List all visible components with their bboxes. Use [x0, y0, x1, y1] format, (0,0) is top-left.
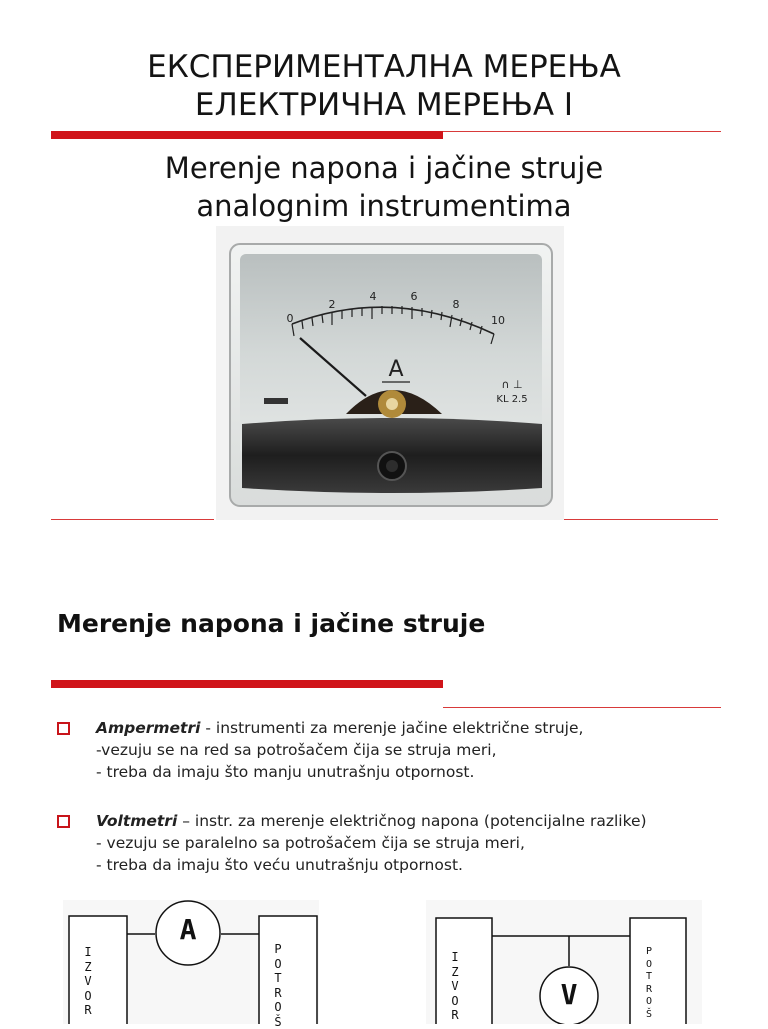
slide-subtitle-line2: analognim instrumentima — [196, 189, 572, 223]
title-underline-rule — [443, 131, 721, 132]
bullet-term: Voltmetri — [96, 812, 178, 830]
scale-label-8: 8 — [452, 298, 460, 311]
meter-class-mark: KL 2.5 — [496, 394, 528, 405]
bullet-ampermetri — [96, 717, 583, 739]
bullet-text: - instrumenti za merenje jačine električne struje, — [200, 719, 584, 737]
bullet-marker — [57, 815, 70, 828]
load-label: P O T R O Š — [645, 946, 653, 1020]
load-label: P O T R O Š — [274, 942, 282, 1029]
slide-title-line2: ЕЛЕКТРИЧНА МЕРЕЊА I — [194, 87, 574, 123]
ammeter-photo — [216, 226, 564, 520]
voltmeter-circuit-diagram — [426, 900, 702, 1024]
source-label: I Z V O R — [84, 945, 92, 1017]
slide1-bottom-rule-left — [51, 519, 214, 520]
bullet-marker — [57, 722, 70, 735]
scale-label-6: 6 — [410, 290, 418, 303]
bullet-subline: - vezuju se paralelno sa potrošačem čija se struja meri, — [96, 834, 525, 852]
scale-label-2: 2 — [328, 298, 336, 311]
bullet-voltmetri — [96, 810, 647, 832]
source-label: I Z V O R — [451, 950, 459, 1022]
slide1-bottom-rule-right — [564, 519, 718, 520]
bullet-subline: - treba da imaju što manju unutrašnju otpornost. — [96, 763, 475, 781]
slide2-heading: Merenje napona i jačine struje — [57, 609, 486, 638]
scale-label-0: 0 — [286, 312, 294, 325]
slide-subtitle-line1: Merenje napona i jačine struje — [164, 151, 604, 185]
slide-title-line1: ЕКСПЕРИМЕНТАЛНА МЕРЕЊА — [147, 49, 621, 85]
heading-underline-bar — [51, 680, 443, 688]
meter-unit-symbol: A — [388, 357, 404, 382]
bullet-subline: - treba da imaju što veću unutrašnju otpornost. — [96, 856, 463, 874]
bullet-text: – instr. za merenje električnog napona (potencijalne razlike) — [177, 812, 647, 830]
voltmeter-symbol: V — [560, 978, 578, 1011]
heading-underline-rule — [443, 707, 721, 708]
bullet-subline: -vezuju se na red sa potrošačem čija se struja meri, — [96, 741, 497, 759]
scale-label-4: 4 — [369, 290, 377, 303]
ammeter-circuit-diagram — [63, 900, 319, 1029]
scale-label-10: 10 — [491, 314, 505, 327]
meter-symbols: ∩ ⊥ — [501, 378, 523, 391]
bullet-term: Ampermetri — [96, 719, 201, 737]
ammeter-symbol: A — [179, 913, 197, 946]
title-underline-bar — [51, 131, 443, 139]
